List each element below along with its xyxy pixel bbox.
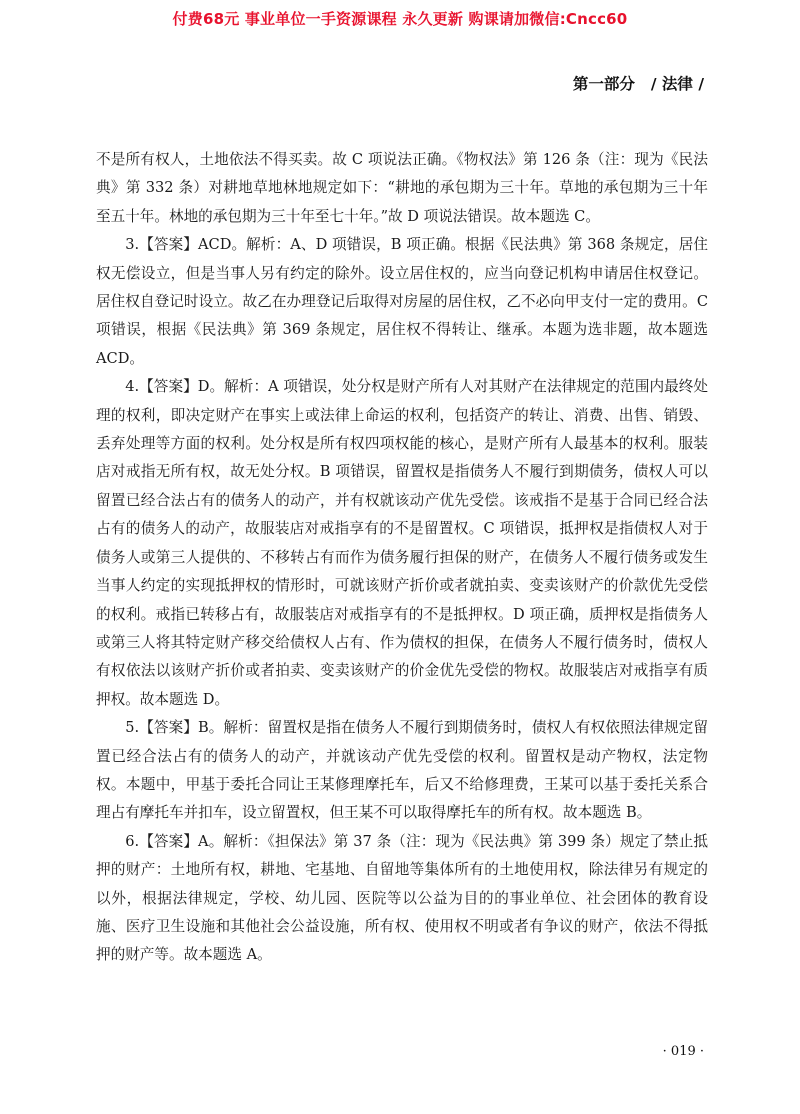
paragraph-continuation: 不是所有权人，土地依法不得买卖。故 C 项说法正确。《物权法》第 126 条（注：现为《民法典》第 332 条）对耕地草地林地规定如下：“耕地的承包期为三十年。草地的承包期为三十年至五十年。林地的承包期为三十年至七十年。”故 D 项说法错误。故本题选 C。	[96, 151, 708, 225]
answer-6: 6.【答案】A。解析：《担保法》第 37 条（注：现为《民法典》第 399 条）规定了禁止抵押的财产：土地所有权，耕地、宅基地、自留地等集体所有的土地使用权，除法律另有规定的以外，根据法律规定，学校、幼儿园、医院等以公益为目的的事业单位、社会团体的教育设施、医疗卫生设施和其他社会公益设施，所有权、使用权不明或者有争议的财产，依法不得抵押的财产等。故本题选 A。	[96, 832, 708, 964]
answer-4: 4.【答案】D。解析：A 项错误，处分权是财产所有人对其财产在法律规定的范围内最终处理的权利，即决定财产在事实上或法律上命运的权利，包括资产的转让、消费、出售、销毁、丢弃处理等方面的权利。处分权是所有权四项权能的核心，是财产所有人最基本的权利。服装店对戒指无所有权，故无处分权。B 项错误，留置权是指债务人不履行到期债务，债权人可以留置已经合法占有的债务人的动产，并有权就该动产优先受偿。该戒指不是基于合同已经合法占有的债务人的动产，故服装店对戒指享有的不是留置权。C 项错误，抵押权是指债权人对于债务人或第三人提供的、不移转占有而作为债务履行担保的财产，在债务人不履行债务或发生当事人约定的实现抵押权的情形时，可就该财产折价或者就拍卖、变卖该财产的价款优先受偿的权利。戒指已转移占有，故服装店对戒指享有的不是抵押权。D 项正确，质押权是指债务人或第三人将其特定财产移交给债权人占有、作为债权的担保，在债务人不履行债务时，债权人有权依法以该财产折价或者拍卖、变卖该财产的价金优先受偿的物权。故服装店对戒指享有质押权。故本题选 D。	[96, 378, 708, 708]
document-body	[96, 146, 708, 970]
answer-3: 3.【答案】ACD。解析：A、D 项错误，B 项正确。根据《民法典》第 368 条规定，居住权无偿设立，但是当事人另有约定的除外。设立居住权的，应当向登记机构申请居住权登记。居住权自登记时设立。故乙在办理登记后取得对房屋的居住权，乙不必向甲支付一定的费用。C 项错误，根据《民法典》第 369 条规定，居住权不得转让、继承。本题为选非题，故本题选 ACD。	[96, 236, 708, 367]
header-subject: / 法律 /	[650, 75, 704, 93]
header-section: 第一部分	[572, 75, 635, 93]
promo-banner: 付费68元 事业单位一手资源课程 永久更新 购课请加微信:Cncc60	[172, 10, 628, 28]
page-number: · 019 ·	[662, 1044, 704, 1059]
answer-5: 5.【答案】B。解析：留置权是指在债务人不履行到期债务时，债权人有权依照法律规定留置已经合法占有的债务人的动产，并就该动产优先受偿的权利。留置权是动产物权，法定物权。本题中，甲基于委托合同让王某修理摩托车，后又不给修理费，王某可以基于委托关系合理占有摩托车并扣车，设立留置权，但王某不可以取得摩托车的所有权。故本题选 B。	[96, 719, 708, 822]
page-header	[573, 72, 704, 94]
